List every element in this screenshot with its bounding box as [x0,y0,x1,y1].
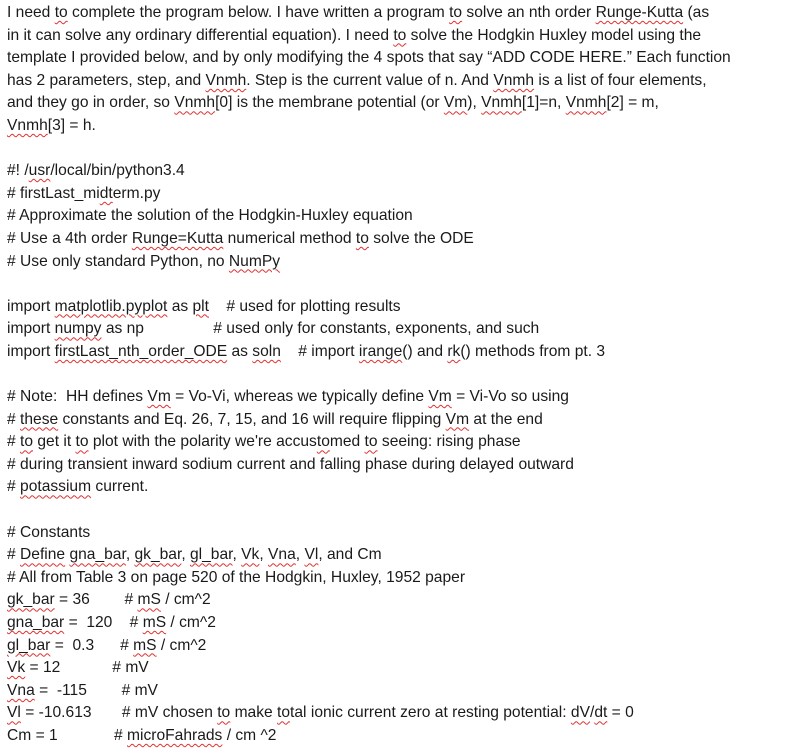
code-line: # to get it to plot with the polarity we're accustomed to seeing: rising phase [7,433,521,451]
code-line: # Approximate the solution of the Hodgkin-Huxley equation [7,207,413,225]
code-line: #! /usr/local/bin/python3.4 [7,162,185,180]
spellcheck-squiggle: Define [20,546,66,564]
spellcheck-squiggle: dt [99,184,113,202]
code-line: Vna = -115 # mV [7,681,158,699]
code-line: # Define gna_bar, gk_bar, gl_bar, Vk, Vna, Vl, and Cm [7,546,382,564]
intro-paragraph [7,2,788,138]
spellcheck-squiggle: to [75,433,89,451]
spellcheck-squiggle: Vm [445,410,470,428]
code-line: gl_bar = 0.3 # mS / cm^2 [7,636,207,654]
code-line: gk_bar = 36 # mS / cm^2 [7,591,211,609]
spellcheck-squiggle: plt [192,297,209,315]
spellcheck-squiggle: Vl [7,704,21,722]
code-line: # All from Table 3 on page 520 of the Hodgkin, Huxley, 1952 paper [7,568,466,586]
spellcheck-squiggle: to [393,26,407,44]
intro-line: and they go in order, so Vnmh[0] is the membrane potential (or Vm), Vnmh[1]=n, Vnmh[2] = m, [7,94,659,112]
spellcheck-squiggle: numpy [54,320,102,338]
spellcheck-squiggle: gk_bar [7,591,55,609]
spellcheck-squiggle: mS [137,591,161,609]
spellcheck-squiggle: gna_bar [69,546,126,564]
constants-block [7,522,788,748]
spellcheck-squiggle: gl_bar [7,636,51,654]
spellcheck-squiggle: mS [142,614,167,632]
spellcheck-squiggle: Vk [241,546,260,564]
code-line: # Use a 4th order Runge=Kutta numerical method to solve the ODE [7,229,474,247]
spellcheck-squiggle: NumPy [228,252,281,270]
intro-line: Vnmh[3] = h. [7,116,96,134]
spellcheck-squiggle: to [449,4,463,21]
imports-block [7,296,788,364]
spellcheck-squiggle: Vnmh [493,71,535,89]
spellcheck-squiggle: Vnmh [205,71,247,89]
spellcheck-squiggle: Vna [7,681,35,699]
code-line: # Use only standard Python, no NumPy [7,252,281,270]
spellcheck-squiggle: Vna [268,546,296,564]
spellcheck-squiggle: to [20,433,34,451]
spellcheck-squiggle: Runge=Kutta [131,229,224,247]
spellcheck-squiggle: to [277,704,291,722]
intro-line: I need to complete the program below. I have written a program to solve an nth order Runge-Kutta (as [7,4,710,21]
spellcheck-squiggle: Vm [428,388,452,406]
spellcheck-squiggle: firstLast_nth_order_ODE [54,342,228,360]
spellcheck-squiggle: to [54,4,68,21]
spellcheck-squiggle: to [364,433,378,451]
spellcheck-squiggle: Runge-Kutta [595,4,684,21]
spellcheck-squiggle: Vnmh [7,116,48,134]
code-line: # Note: HH defines Vm = Vo-Vi, whereas we typically define Vm = Vi-Vo so using [7,388,569,406]
code-line: # firstLast_midterm.py [7,184,161,202]
spellcheck-squiggle: gl_bar [189,546,233,564]
code-line: # during transient inward sodium current and falling phase during delayed outward [7,455,574,473]
intro-line: has 2 parameters, step, and Vnmh. Step is the current value of n. And Vnmh is a list of four elements, [7,71,707,89]
spellcheck-squiggle: dt [594,704,608,722]
code-line: # potassium current. [7,478,149,496]
spellcheck-squiggle: gk_bar [134,546,182,564]
spellcheck-squiggle: dV [570,704,590,722]
header-comment-block [7,160,788,273]
code-line: # Constants [7,523,91,541]
code-line: # these constants and Eq. 26, 7, 15, and 16 will require flipping Vm at the end [7,410,543,428]
code-line: import matplotlib.pyplot as plt # used for plotting results [7,297,401,315]
spellcheck-squiggle: soln [252,342,281,360]
spellcheck-squiggle: Vk [7,659,26,677]
spellcheck-squiggle: rk [447,342,461,360]
code-line: Vl = -10.613 # mV chosen to make total ionic current zero at resting potential: dV/dt = 0 [7,704,634,722]
code-line: import firstLast_nth_order_ODE as soln # import irange() and rk() methods from pt. 3 [7,342,606,360]
spellcheck-squiggle: potassium [20,478,92,496]
code-line: import numpy as np # used only for constants, exponents, and such [7,320,540,338]
spellcheck-squiggle: Vm [147,388,171,406]
spellcheck-squiggle: irange [358,342,403,360]
intro-line: template I provided below, and by only modifying the 4 spots that say “ADD CODE HERE.” Each function [7,49,731,67]
spellcheck-squiggle: microFahrads [127,727,223,744]
code-line: Vk = 12 # mV [7,659,149,677]
spellcheck-squiggle: to [217,704,231,722]
spellcheck-squiggle: Vnmh [174,94,216,112]
spellcheck-squiggle: Vnmh [481,94,522,112]
spellcheck-squiggle: these [20,410,59,428]
spellcheck-squiggle: Vl [304,546,319,564]
spellcheck-squiggle: usr [28,162,51,180]
note-comment-block [7,386,788,499]
spellcheck-squiggle: matplotlib.pyplot [54,297,168,315]
spellcheck-squiggle: Vnmh [565,94,607,112]
spellcheck-squiggle: to [316,433,330,451]
intro-line: in it can solve any ordinary differential equation). I need to solve the Hodgkin Huxley model using the [7,26,702,44]
code-line: gna_bar = 120 # mS / cm^2 [7,614,216,632]
spellcheck-squiggle: mS [133,636,157,654]
spellcheck-squiggle: to [355,229,369,247]
spellcheck-squiggle: Vm [443,94,468,112]
spellcheck-squiggle: gna_bar [7,614,65,632]
code-line: Cm = 1 # microFahrads / cm ^2 [7,727,277,744]
